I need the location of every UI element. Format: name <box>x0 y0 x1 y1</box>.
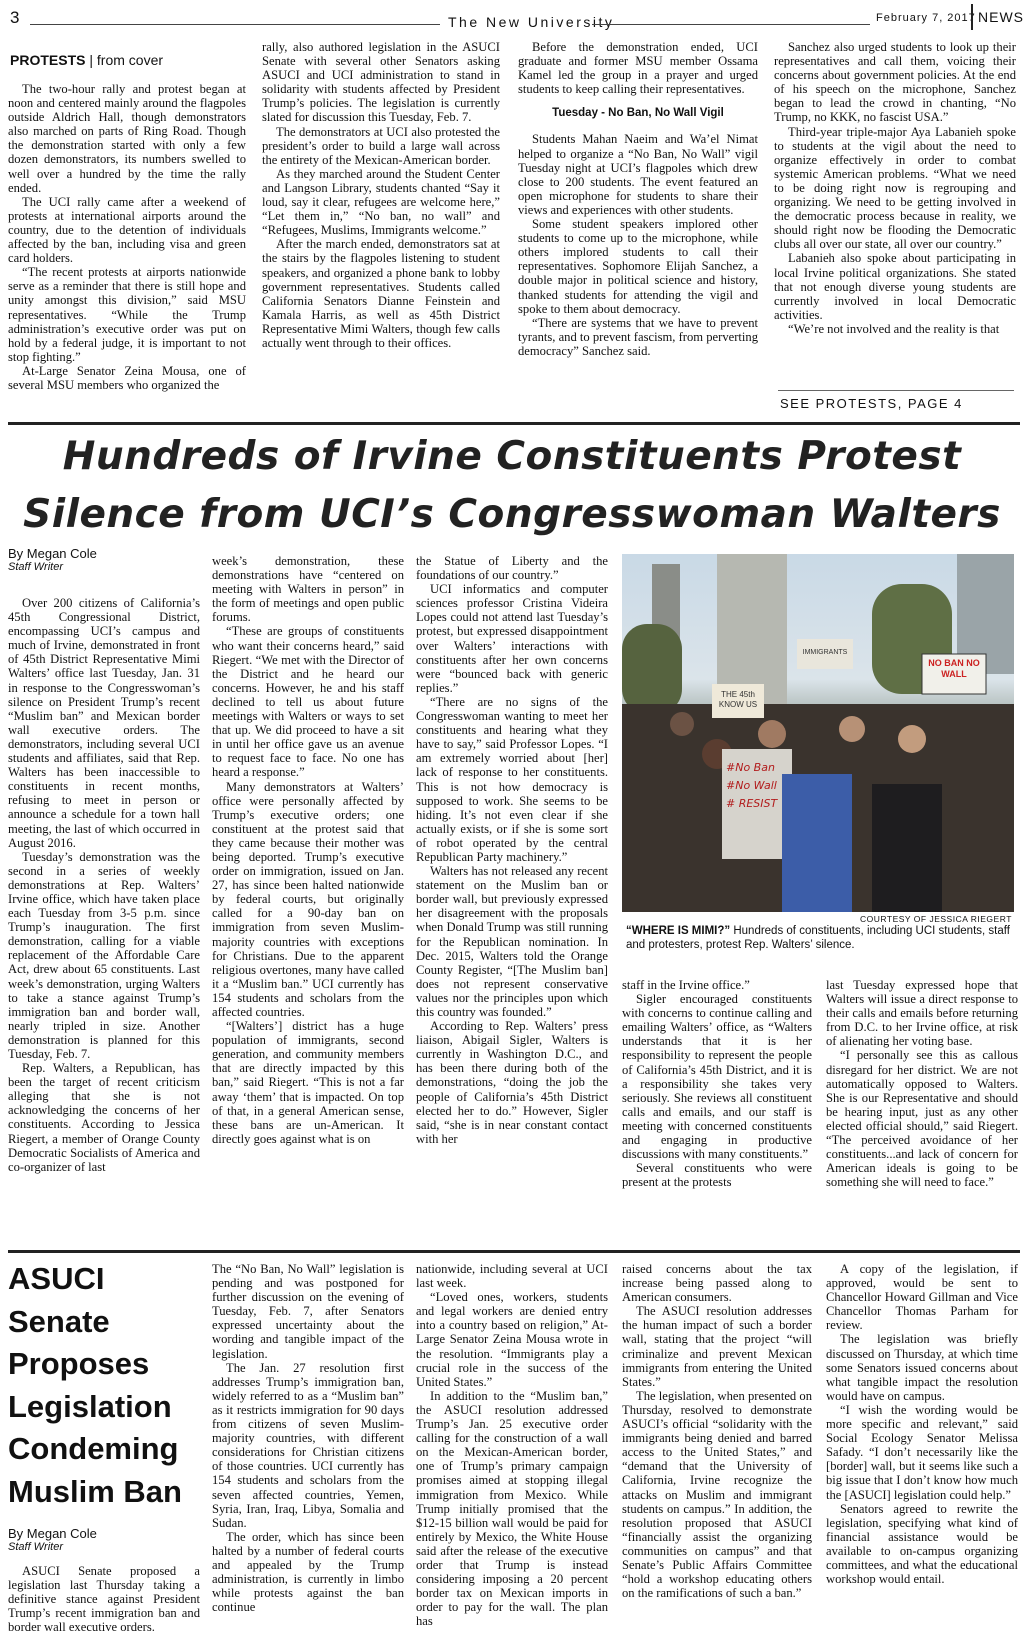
main-story-column-4 <box>622 978 812 1222</box>
jump-rule <box>778 390 1014 391</box>
header-divider-right <box>592 24 870 25</box>
paragraph: “I personally see this as callous disregard for her district. We are not automatically opposed to Walters. She is our Representative and should be hearing input, just as any other elected official should,” said Riegert. “The perceived avoidance of her constituents...and lack of concern for American ideals is going to be something she will need to face.” <box>826 1048 1018 1190</box>
issue-date: February 7, 2017 <box>876 12 976 24</box>
paragraph: nationwide, including several at UCI last week. <box>416 1262 608 1291</box>
bottom-story-column-5 <box>826 1262 1018 1636</box>
main-headline-line-2: Silence from UCI’s Congresswoman Walters <box>23 492 1001 537</box>
head <box>670 712 694 736</box>
headline-line: ASUCI <box>8 1261 105 1296</box>
main-story-column-3 <box>416 554 608 1222</box>
paragraph: Many demonstrators at Walters’ office were personally affected by Trump’s executive orders; one constituent at the protest said that they came because their mother was being deported. Trump’s executive order on immigration, issued on Jan. 27, has since been halted nationwide by federal courts, but originally called for a 90-day ban on immigration from seven Muslim-majority countries with exceptions for Christians. Due to the apparent religious overtones, many have called it a “Muslim ban.” UCI currently has 154 students and scholars from the affected countries. <box>212 779 404 1019</box>
paragraph: At-Large Senator Zeina Mousa, one of several MSU members who organized the <box>8 363 246 392</box>
paragraph: week’s demonstration, these demonstrations have “centered on meeting with Walters in person” in the form of meetings and open public forums. <box>212 554 404 625</box>
paragraph: Walters has not released any recent statement on the Muslim ban or border wall, but previously expressed her disagreement with the proposals when Donald Trump was still running for the Republican nomination. In Dec. 2015, Walters told the Orange County Register, “[The Muslim ban] does not represent conservative values nor the principles upon which this country was founded.” <box>416 864 608 1019</box>
main-headline-line-1: Hundreds of Irvine Constituents Protest <box>62 434 962 479</box>
page-header <box>0 0 1024 40</box>
paragraph: The “No Ban, No Wall” legislation is pending and was postponed for further discussion on the evening of Tuesday, Feb. 7, after Senators expressed uncertainty about the wording and tangible impact of the legislation. <box>212 1262 404 1361</box>
jump-line: SEE PROTESTS, PAGE 4 <box>780 396 963 411</box>
top-story-column-4 <box>774 40 1016 370</box>
paragraph: staff in the Irvine office.” <box>622 978 750 992</box>
header-section-bar <box>971 4 973 30</box>
person-blue-shirt <box>782 774 852 912</box>
paragraph: In addition to the “Muslim ban,” the ASUCI resolution addressed Trump’s Jan. 25 executive order calling for the construction of a wall on the Mexican-American border, one of Trump’s primary campaign promises aimed at stopping illegal immigration from Mexico. While Trump initially promised that the $12-15 billion wall would be paid for entirely by Mexico, the White House said after the release of the executive order that Trump is instead considering imposing a 20 percent border tax on Mexican imports in order to pay for the wall. The plan has <box>416 1388 608 1629</box>
paragraph: raised concerns about the tax increase being passed along to American consumers. <box>622 1262 812 1305</box>
sign-text-immigrants: IMMIGRANTS <box>802 649 848 656</box>
bottom-headline <box>8 1258 208 1513</box>
top-story-column-2 <box>262 40 500 412</box>
main-byline <box>8 546 97 573</box>
paragraph: “Loved ones, workers, students and legal workers are denied entry into a country based on religion,” At-Large Senator Zeina Mousa wrote in the resolution. “Immigrants play a crucial role in the success of the United States.” <box>416 1290 608 1389</box>
headline-line: Condeming <box>8 1431 179 1466</box>
headline-line: Proposes <box>8 1346 150 1381</box>
building-mid <box>717 554 787 704</box>
sign-text-resist: #No Ban #No Wall # RESIST <box>726 761 778 810</box>
protest-photo <box>622 554 1014 912</box>
tree <box>622 624 682 714</box>
photo-scene <box>622 554 1014 912</box>
paragraph: Third-year triple-major Aya Labanieh spoke to students at the vigil about the need to organize effectively in order to combat systemic American problems. “What we need to be doing right now is regrouping and organizing. We need to be getting involved in the democratic process because in reality, we should right now be flooding the Democratic clubs all over our state, all over our country.” <box>774 124 1016 252</box>
paragraph: Several constituents who were present at the protests <box>622 1161 812 1190</box>
paragraph: “There are no signs of the Congresswoman wanting to meet her constituents and hearing what they have to say,” said Professor Lopes. “I am extremely worried about [her] lack of response to her constituents. This is not how democracy is supposed to work. She seems to be hiding. It’s not even clear if she actually exists, or if she is some sort of robot operated by the central Republican Party machinery.” <box>416 694 608 864</box>
kicker-sep: | <box>85 52 97 68</box>
paragraph: “I wish the wording would be more specific and relevant,” said Social Ecology Senator Melissa Safady. “I don’t necessarily like the [border] wall, but it seems like such a big issue that I don’t know how much the [ASUCI] legislation could help.” <box>826 1402 1018 1502</box>
bottom-byline <box>8 1526 97 1553</box>
paragraph: The demonstrators at UCI also protested the president’s order to build a large wall across the entirety of the Mexican-American border. <box>262 124 500 167</box>
byline-author: By Megan Cole <box>8 1526 97 1541</box>
caption-text: Hundreds of constituents, including UCI students, staff and protesters, protest Rep. Walters’ silence. <box>626 925 1010 951</box>
paragraph: The legislation was briefly discussed on Thursday, at which time some Senators issued concerns about what tangible impact the resolution would have on campus. <box>826 1332 1018 1403</box>
paragraph: “These are groups of constituents who want their concerns heard,” said Riegert. “We met with the Director of the District and he heard our concerns. However, he and his staff declined to tell us about future meetings with Walters or ways to set that up. We did proceed to have a sit in until her office gave us an avenue to request face to face. No one has heard a response.” <box>212 624 404 780</box>
paragraph: As they marched around the Student Center and Langson Library, students chanted “Say it loud, say it clear, refugees are welcome here,” “Let them in,” “No ban, no wall” and “Refugees, Muslims, Immigrants welcome.” <box>262 166 500 238</box>
paragraph: the Statue of Liberty and the foundations of our country.” <box>416 554 608 583</box>
head <box>758 720 786 748</box>
paragraph: Sigler encouraged constituents with concerns to continue calling and emailing Walters’ office, as “Walters understands that it is her responsibility to represent the people of California’s 45th District, and it is a responsibility she takes very seriously. She reviews all constituent calls and emails, and our staff is meeting with concerned constituents and engaging in productive discussions with many constituents.” <box>622 992 812 1162</box>
byline-role: Staff Writer <box>8 1541 64 1553</box>
paragraph: ASUCI Senate proposed a legislation last Thursday taking a definitive stance against President Trump’s recent immigration ban and border wall executive orders. <box>8 1564 200 1635</box>
main-story-column-1 <box>8 596 200 1222</box>
headline-line: Muslim Ban <box>8 1473 182 1509</box>
main-story-column-2 <box>212 554 404 1222</box>
paragraph: Over 200 citizens of California’s 45th Congressional District, encompassing UCI’s campus and much of Irvine, demonstrated in front of 45th District Representative Mimi Walters’ office last Tuesday, Jan. 31 in response to the Congresswoman’s silence on President Trump’s recent “Muslim ban” and Mexican border wall executive orders. The demonstrators, including several UCI students and affiliates, said that Rep. Walters has been inaccessible to constituents in recent months, refusing to meet in person or announce a schedule for a town hall meeting, the last of which occurred in August 2016. <box>8 596 200 850</box>
page-number: 3 <box>10 8 20 27</box>
bottom-story-column-2 <box>212 1262 404 1636</box>
paragraph: Tuesday’s demonstration was the second in a series of weekly demonstrations at Rep. Walters’ Irvine office, which have taken place each Tuesday from 3-5 p.m. since Trump’s inauguration. The first demonstration, calling for a viable replacement of the Affordable Care Act, drew about 65 constituents. Last week’s demonstration, urging Walters to take a stance against Trump’s immigration ban and border wall, nearly tripled in size. Another demonstration is planned for this Tuesday, Feb. 7. <box>8 849 200 1061</box>
paragraph: According to Rep. Walters’ press liaison, Abigail Sigler, Walters is currently in Washington D.C., and has been there during both of the demonstrations, “doing the job the people of California’s 45th District elected her to do.” However, Sigler said, “she is in near constant contact with her <box>416 1019 608 1146</box>
kicker-sub: from cover <box>96 52 164 68</box>
paragraph: Sanchez also urged students to look up their representatives and call them, voicing their concerns about government policies. At the end of his speech on the microphone, Sanchez began to lead the crowd in chanting, “No Trump, no KKK, no fascist USA.” <box>774 40 1016 125</box>
bottom-story-column-3 <box>416 1262 608 1636</box>
paragraph: Labanieh also spoke about participating in local Irvine political organizations. She stated that not enough diverse young students are currently involved in local Democratic activities. <box>774 251 1016 322</box>
section-divider <box>8 1250 1020 1253</box>
section-divider <box>8 422 1020 425</box>
paragraph: “[Walters’] district has a huge population of immigrants, second generation, and community members that are directly impacted by this ban,” said Riegert. “This is not a far away ‘them’ that is impacted. On top of that, in a general American sense, these bans are un-American. It directly goes against what is on <box>212 1019 404 1146</box>
paragraph: The Jan. 27 resolution first addresses Trump’s immigration ban, widely referred to as a “Muslim ban” as it restricts immigration for 90 days from citizens of seven Muslim-majority countries, with different considerations for Christian citizens of those countries. UCI currently has 154 students and scholars from the seven affected countries, Yemen, Syria, Iran, Iraq, Libya, Somalia and Sudan. <box>212 1360 404 1530</box>
person-black-shirt <box>872 784 942 912</box>
section-label: NEWS <box>978 9 1024 25</box>
header-divider-left <box>30 24 440 25</box>
paragraph: “There are systems that we have to prevent tyrants, and to prevent fascism, from perverting democracy” Sanchez said. <box>518 315 758 358</box>
paper-name: The New University <box>448 14 615 30</box>
kicker-label: PROTESTS <box>10 52 86 68</box>
paragraph: Students Mahan Naeim and Wa’el Nimat helped to organize a “No Ban, No Wall” vigil Tuesday night at UCI’s flagpoles which drew close to 200 students. The event featured an open microphone for students to share their views and experiences with other students. <box>518 132 758 217</box>
sign-text-the-45th: THE 45th KNOW US <box>718 690 758 709</box>
subhead: Tuesday - No Ban, No Wall Vigil <box>552 107 724 120</box>
top-story-column-1 <box>8 82 246 412</box>
paragraph: last Tuesday expressed hope that Walters will issue a direct response to their calls and emails before returning from D.C. to her Irvine office, at risk of alienating her voting base. <box>826 978 1018 1049</box>
paragraph: The UCI rally came after a weekend of protests at international airports around the country, due to the detention of individuals affected by the ban, including visa and green card holders. <box>8 194 246 266</box>
photo-credit: COURTESY OF JESSICA RIEGERT <box>860 914 1012 924</box>
paragraph: Senators agreed to rewrite the legislation, specifying what kind of financial assistance would be available to on-campus organizing committees, and what the educational workshop would entail. <box>826 1501 1018 1587</box>
paragraph: After the march ended, demonstrators sat at the stairs by the flagpoles listening to student speakers, and organized a phone bank to lobby government representatives. Students called California Senators Dianne Feinstein and Kamala Harris, as well as 45th District Representative Mimi Walters, though few calls actually went through to their offices. <box>262 237 500 350</box>
paragraph: Some student speakers implored other students to come up to the microphone, while others implored students to call their representatives. Sophomore Elijah Sanchez, a double major in political science and history, thanked students for attending the vigil and spoke to them about democracy. <box>518 217 758 316</box>
byline-role: Staff Writer <box>8 561 64 573</box>
headline-line: Legislation <box>8 1388 172 1424</box>
top-story-column-3 <box>518 40 758 412</box>
sign-text-no-ban-no-wall: NO BAN NO WALL <box>928 658 980 679</box>
paragraph: The legislation, when presented on Thursday, resolved to demonstrate ASUCI’s official “solidarity with the immigrants being denied and barred access to the United States,” and “demand that the University of California, Irvine recognize the attacks on Muslim and immigrant students on campus.” In addition, the resolution proposed that ASUCI “financially assist the organizing communities on campus” and that Senate’s Public Affairs Committee “hold a workshop educating others on the ramifications of such a ban.” <box>622 1388 812 1601</box>
paragraph: UCI informatics and computer sciences professor Cristina Videira Lopes could not attend last Tuesday’s protest, but expressed disappointment over Walters’ interactions with constituents after her own concerns were “bounced back with generic replies.” <box>416 582 608 695</box>
paragraph: rally, also authored legislation in the ASUCI Senate with several other Senators asking ASUCI and UCI administration to stand in solidarity with students affected by President Trump’s policies. The legislation is currently slated for discussion this Tuesday, Feb. 7. <box>262 40 500 125</box>
photo-caption <box>626 924 1010 952</box>
paragraph: The order, which has since been halted by a number of federal courts and appealed by the Trump administration, is currently in limbo while protests against the ban continue <box>212 1529 404 1615</box>
top-story-kicker <box>10 52 163 68</box>
headline-line: Senate <box>8 1303 110 1339</box>
byline-author: By Megan Cole <box>8 546 97 561</box>
paragraph: “The recent protests at airports nationwide serve as a reminder that there is still hope and unity amongst this division,” said MSU representatives. “While the Trump administration’s executive order was put on hold by a federal judge, it is important to not stop fighting.” <box>8 265 246 364</box>
paragraph: Rep. Walters, a Republican, has been the target of recent criticism alleging that she is not acknowledging the concerns of her constituents. According to Jessica Riegert, a member of Orange County Democratic Socialists of America and co-organizer of last <box>8 1061 200 1174</box>
bottom-story-column-1 <box>8 1564 200 1636</box>
bottom-story-column-4 <box>622 1262 812 1636</box>
paragraph: Before the demonstration ended, UCI graduate and former MSU member Ossama Kamel led the group in a prayer and urged students to keep calling their representatives. <box>518 40 758 97</box>
paragraph: “We’re not involved and the reality is that <box>788 321 1000 336</box>
paragraph: A copy of the legislation, if approved, would be sent to Chancellor Howard Gillman and Vice Chancellor Thomas Parham for review. <box>826 1262 1018 1333</box>
main-story-column-5 <box>826 978 1018 1222</box>
caption-lead: “WHERE IS MIMI?” <box>626 925 731 937</box>
head <box>839 716 865 742</box>
head <box>898 725 926 753</box>
paragraph: The ASUCI resolution addresses the human impact of such a border wall, stating that the project “will criminalize and prevent Mexican immigrants from entering the United States.” <box>622 1304 812 1389</box>
paragraph: The two-hour rally and protest began at noon and centered mainly around the flagpoles outside Aldrich Hall, though demonstrators also marched on parts of Ring Road. Though the demonstration started with only a few dozen demonstrators, its numbers swelled to well over a hundred by the time the rally ended. <box>8 82 246 195</box>
